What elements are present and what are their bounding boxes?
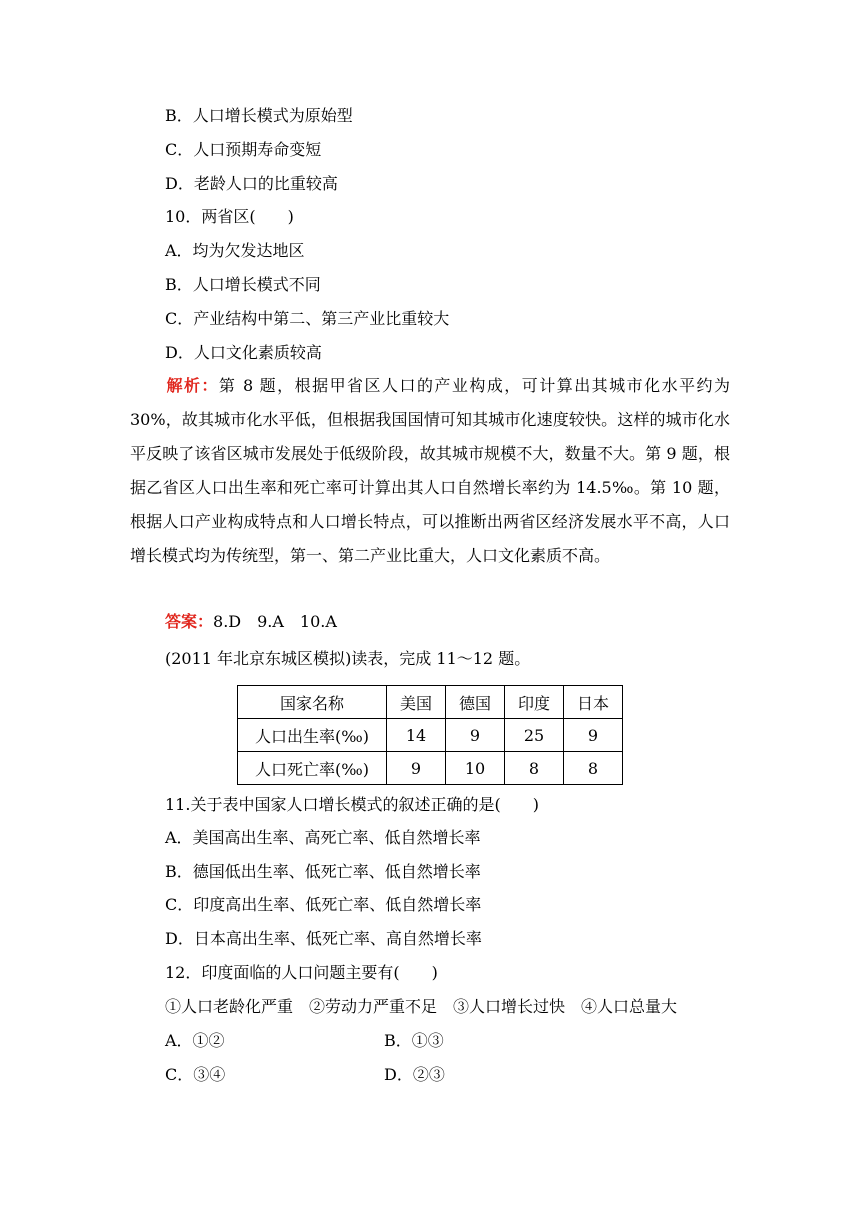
table-cell: 人口出生率(‰): [238, 719, 387, 752]
option-11d: D．日本高出生率、低死亡率、高自然增长率: [165, 929, 482, 948]
table-header-cell: 日本: [564, 686, 623, 719]
table-row: [238, 752, 623, 785]
table-cell: 8: [564, 752, 623, 785]
table-cell: 14: [387, 719, 446, 752]
table-intro: [165, 648, 530, 670]
table-header-row: [238, 686, 623, 719]
option-10d: D．人口文化素质较高: [165, 343, 322, 362]
option-11b: B．德国低出生率、低死亡率、低自然增长率: [165, 862, 481, 881]
option-11a: A．美国高出生率、高死亡率、低自然增长率: [165, 828, 481, 847]
intro-source: 年北京东城区模拟: [217, 649, 346, 668]
question-10-stem: 10．两省区( ): [165, 207, 294, 226]
answer-label: 答案：: [165, 612, 214, 631]
analysis-text: 第 8 题，根据甲省区人口的产业构成，可计算出其城市化水平约为 30%，故其城市化水平低，但根据我国国情可知其城市化速度较快。这样的城市化水平反映了该省区城市发展处于低级阶段，故其城市规模不大，数量不大。第 9 题，根据乙省区人口出生率和死亡率可计算出其人口自然增长率约为 14.5‰。第 10 题，根据人口产业构成特点和人口增长特点，可以推断出两省区经济发展水平不高，人口增长模式均为传统型，第一、第二产业比重大，人口文化素质不高。: [130, 376, 730, 565]
question-12-stem: 12．印度面临的人口问题主要有( ): [165, 963, 438, 982]
option-12a: A．①②: [165, 1031, 225, 1050]
question-11-stem: 11.关于表中国家人口增长模式的叙述正确的是( ): [165, 795, 539, 814]
answer-line: [165, 611, 337, 633]
table-row: [238, 719, 623, 752]
option-10a: A．均为欠发达地区: [165, 241, 305, 260]
table-header-cell: 美国: [387, 686, 446, 719]
option-9c: C．人口预期寿命变短: [165, 140, 322, 159]
option-9b: B．人口增长模式为原始型: [165, 106, 353, 125]
analysis-label: 解析：: [165, 376, 219, 395]
table-cell: 9: [387, 752, 446, 785]
table-cell: 人口死亡率(‰): [238, 752, 387, 785]
option-12d: D．②③: [384, 1065, 445, 1084]
answer-text: 8.D 9.A 10.A: [213, 612, 337, 631]
option-10c: C．产业结构中第二、第三产业比重较大: [165, 309, 450, 328]
analysis-paragraph: [130, 369, 730, 573]
option-9d: D．老龄人口的比重较高: [165, 174, 338, 193]
option-12c: C．③④: [165, 1065, 226, 1084]
option-11c: C．印度高出生率、低死亡率、低自然增长率: [165, 895, 482, 914]
table-cell: 8: [505, 752, 564, 785]
table-header-cell: 国家名称: [238, 686, 387, 719]
table-cell: 9: [564, 719, 623, 752]
option-12b: B．①③: [384, 1031, 444, 1050]
intro-open: (2011: [165, 649, 218, 668]
option-10b: B．人口增长模式不同: [165, 275, 321, 294]
table-header-cell: 德国: [446, 686, 505, 719]
table-header-cell: 印度: [505, 686, 564, 719]
table-cell: 9: [446, 719, 505, 752]
table-cell: 10: [446, 752, 505, 785]
table-cell: 25: [505, 719, 564, 752]
intro-rest: )读表，完成 11～12 题。: [345, 649, 531, 668]
population-table: [237, 685, 623, 785]
question-12-items: ①人口老龄化严重 ②劳动力严重不足 ③人口增长过快 ④人口总量大: [165, 997, 678, 1016]
